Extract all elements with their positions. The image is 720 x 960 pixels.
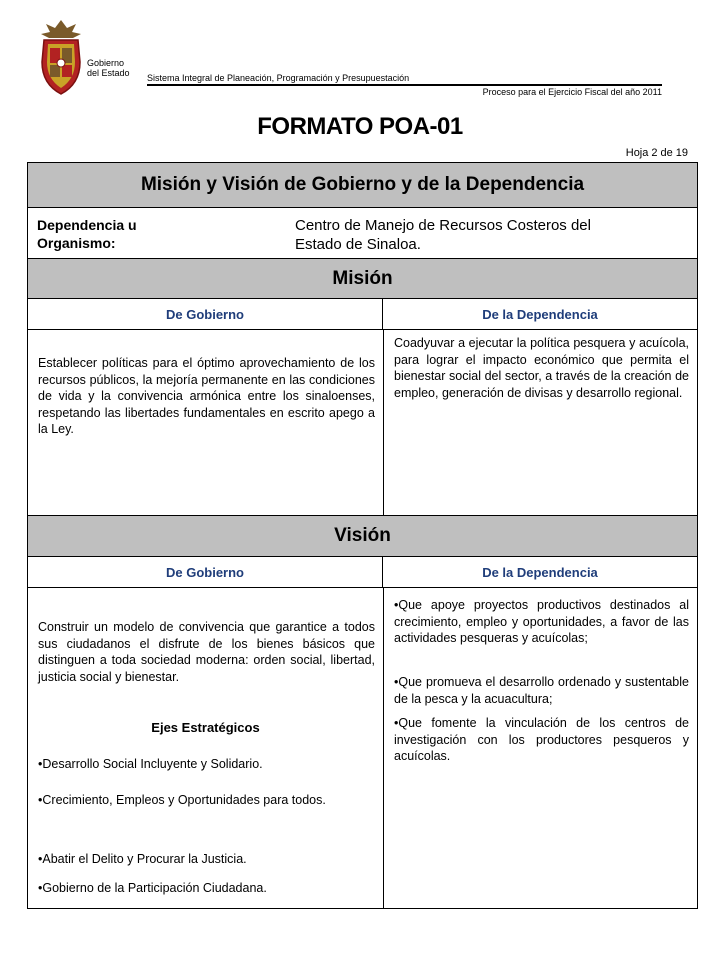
mision-subheader [28,299,697,330]
eje-item: •Crecimiento, Empleos y Oportunidades para todos. [38,793,326,807]
mision-content-row [28,330,697,516]
vision-gobierno-text: Construir un modelo de convivencia que garantice a todos sus ciudadanos el disfrute de los bienes básicos que distinguen a toda sociedad moderna: orden social, libertad, justicia social y bienestar. [38,620,375,684]
eje-item: •Gobierno de la Participación Ciudadana. [38,881,267,895]
dependencia-row [28,208,697,259]
vision-col-dependencia: De la Dependencia [482,564,598,580]
column-divider [383,330,384,515]
document-header [0,0,720,110]
mision-col-gobierno: De Gobierno [28,299,383,329]
column-divider [383,588,384,908]
vision-content-row [28,588,697,908]
page-number: Hoja 2 de 19 [625,147,688,159]
vision-header: Visión [28,516,697,557]
sistema-title: Sistema Integral de Planeación, Programación y Presupuestación [147,73,410,83]
header-divider [147,84,662,86]
dependencia-label: Dependencia u Organismo: [37,217,137,251]
eje-item: •Desarrollo Social Incluyente y Solidario. [38,757,263,771]
vision-subheader [28,557,697,588]
dependencia-vision-item: •Que fomente la vinculación de los centros de investigación con los productores pesqueros y acuícolas. [394,716,689,763]
gobierno-label: Gobierno del Estado [87,58,130,78]
vision-col-gobierno: De Gobierno [28,557,383,587]
eje-item: •Abatir el Delito y Procurar la Justicia. [38,852,247,866]
mision-header: Misión [28,259,697,299]
mision-dependencia-text: Coadyuvar a ejecutar la política pesquera y acuícola, para lograr el impacto económico que permita el bienestar social del sector, a través de la creación de empleo, generación de divisas y desarrollo regional. [394,336,689,400]
dependencia-vision-item: •Que apoye proyectos productivos destinados al crecimiento, empleo y oportunidades, a favor de las actividades pesqueras y acuícolas; [394,598,689,645]
mision-gobierno-text: Establecer políticas para el óptimo aprovechamiento de los recursos públicos, la mejoría permanente en las condiciones de vida y la convivencia armónica entre los sinaloenses, respetando las libertades fundamentales en escrito apego a la Ley. [38,356,375,436]
mision-vision-table [27,162,698,909]
dependencia-value: Centro de Manejo de Recursos Costeros del Estado de Sinaloa. [295,217,591,253]
state-coat-of-arms-icon [36,18,86,96]
proceso-label: Proceso para el Ejercicio Fiscal del año 2011 [482,87,662,97]
mision-col-dependencia: De la Dependencia [482,306,598,322]
dependencia-vision-item: •Que promueva el desarrollo ordenado y sustentable de la pesca y la acuacultura; [394,675,689,706]
section-title: Misión y Visión de Gobierno y de la Dependencia [28,163,697,208]
ejes-title: Ejes Estratégicos [151,720,260,735]
formato-title: FORMATO POA-01 [257,113,463,140]
